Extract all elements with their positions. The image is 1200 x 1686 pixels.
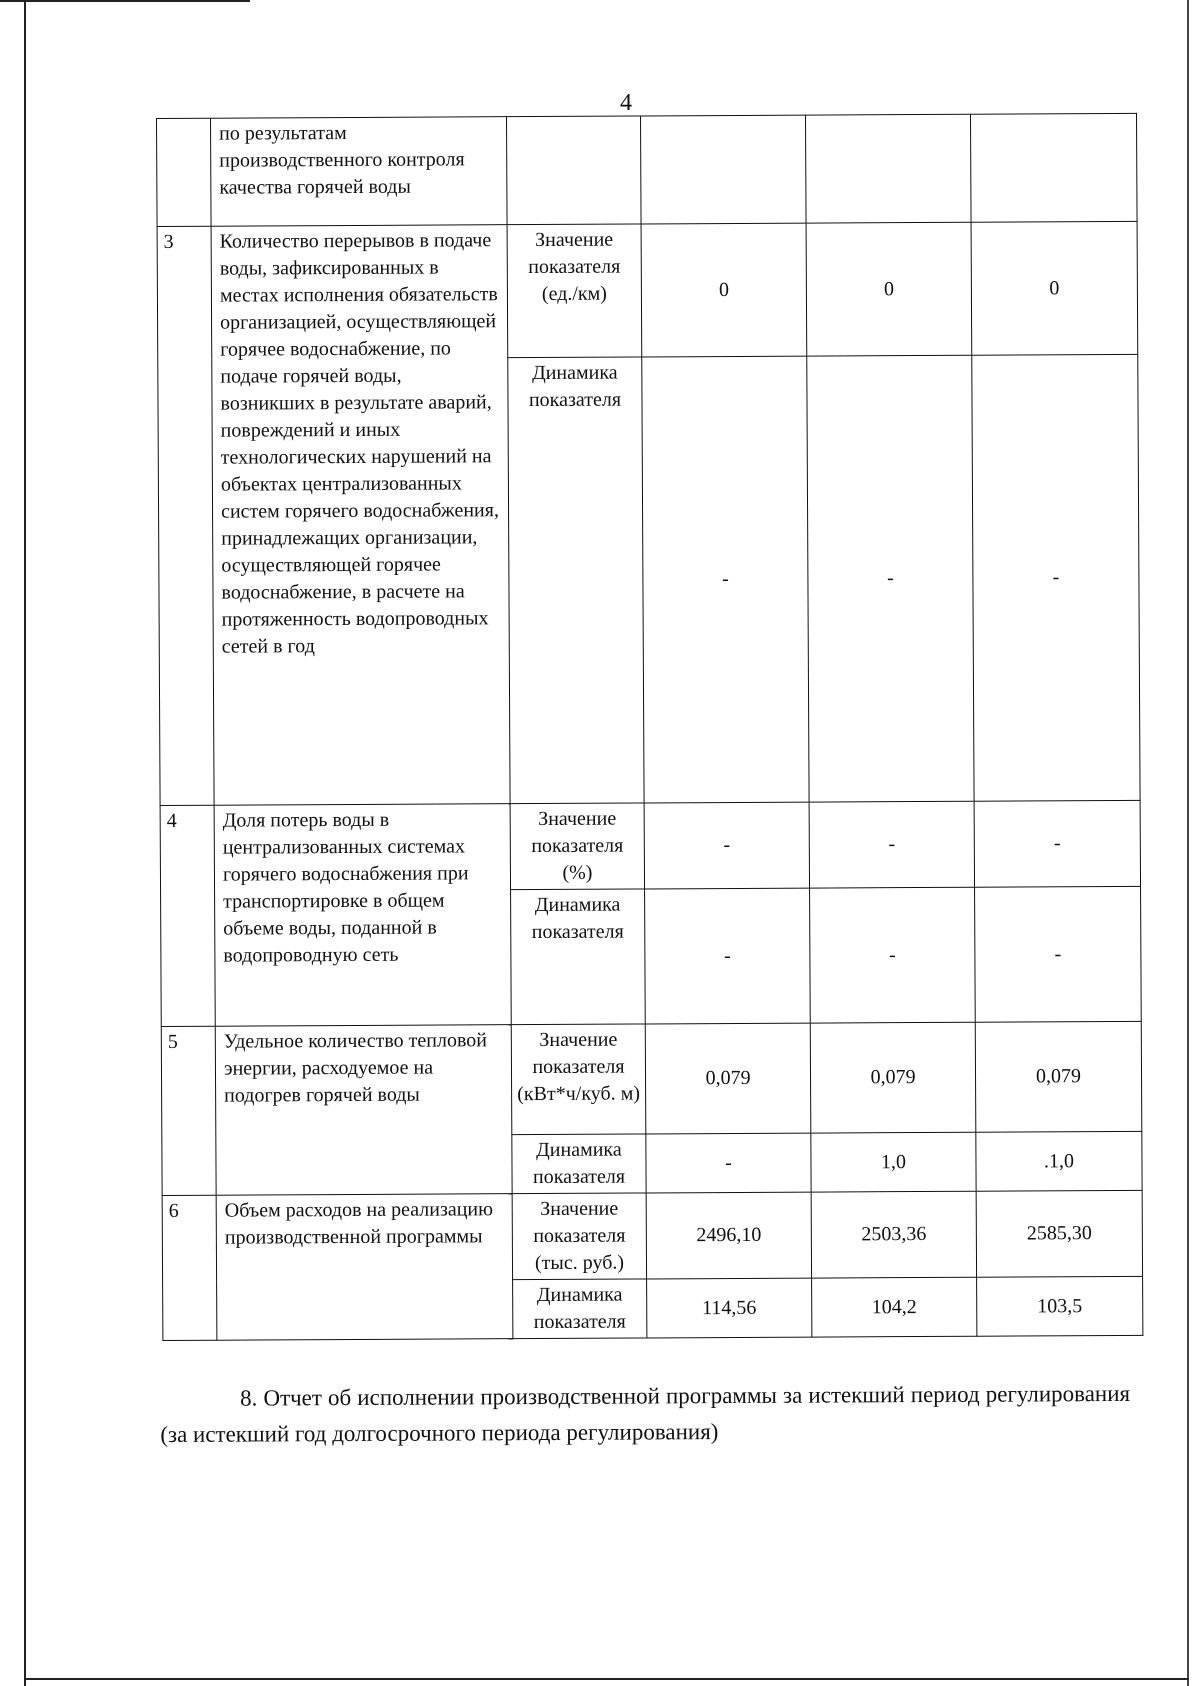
value-cell: - <box>644 802 809 889</box>
value-cell: 0,079 <box>975 1021 1142 1132</box>
value-cell: 2585,30 <box>976 1190 1142 1277</box>
value-cell: - <box>807 355 974 802</box>
indicator-unit: Значение показателя (ед./км) <box>507 224 642 358</box>
indicator-unit: Значение показателя (кВт*ч/куб. м) <box>511 1024 646 1135</box>
value-cell: 104,2 <box>812 1277 977 1337</box>
value-cell: 2496,10 <box>646 1192 811 1279</box>
indicator-name: Удельное количество тепловой энергии, расходуемое на подогрев горячей воды <box>215 1025 512 1196</box>
indicators-table <box>156 113 1143 1341</box>
indicator-unit: Динамика показателя <box>512 1134 646 1194</box>
scan-edge-bottom <box>24 1678 1189 1680</box>
row-number: 5 <box>161 1026 216 1195</box>
indicator-unit: Значение показателя (тыс. руб.) <box>512 1193 646 1280</box>
table-row <box>161 1021 1142 1136</box>
scan-edge-right <box>1187 0 1189 1686</box>
value-cell <box>970 113 1137 222</box>
value-cell: 114,56 <box>647 1278 812 1338</box>
table-row <box>160 800 1140 891</box>
value-cell: - <box>642 356 809 803</box>
value-cell: - <box>809 801 974 888</box>
value-cell: - <box>646 1133 811 1193</box>
table-row <box>157 221 1138 359</box>
indicator-unit: Динамика показателя <box>508 357 644 804</box>
scan-edge-top <box>0 0 250 2</box>
value-cell: 0 <box>971 221 1138 355</box>
value-cell: 0 <box>641 223 807 357</box>
indicator-unit: Динамика показателя <box>513 1279 647 1339</box>
value-cell: - <box>810 887 976 1023</box>
indicator-unit: Динамика показателя <box>511 889 646 1025</box>
value-cell: 2503,36 <box>811 1191 976 1278</box>
page-number: 4 <box>620 90 632 116</box>
value-cell: 1,0 <box>811 1132 976 1192</box>
scan-edge-left <box>24 0 26 1686</box>
value-cell <box>640 115 806 224</box>
indicator-name: по результатам производственного контроля качества горячей воды <box>211 117 508 227</box>
value-cell: 103,5 <box>977 1276 1143 1336</box>
value-cell: - <box>645 888 811 1024</box>
indicator-unit: Значение показателя (%) <box>510 803 644 890</box>
value-cell: - <box>972 354 1140 801</box>
table-row <box>157 113 1138 226</box>
section-heading: 8. Отчет об исполнении производственной программы за истекший период регулирования (за истекший год долгосрочного периода регулирования) <box>160 1380 1131 1447</box>
value-cell <box>805 114 971 223</box>
indicator-unit <box>506 116 641 225</box>
value-cell: 0 <box>806 222 972 356</box>
row-number: 4 <box>160 805 215 1026</box>
table-row <box>162 1190 1142 1281</box>
value-cell: - <box>975 886 1142 1022</box>
row-number: 6 <box>162 1195 217 1340</box>
indicator-name: Объем расходов на реализацию производственной программы <box>216 1194 513 1341</box>
indicator-name: Количество перерывов в подаче воды, зафиксированных в местах исполнения обязательств организацией, осуществляющей горячее водоснабжение, по подаче горячей воды, возникших в результате аварий, повреждений и иных технологических нарушений на объектах централизованных систем горячего водоснабжения, принадлежащих организации, осуществляющей горячее водоснабжение, в расчете на протяженность водопроводных сетей в год <box>211 225 510 806</box>
value-cell: - <box>974 800 1140 887</box>
value-cell: 0,079 <box>645 1023 811 1134</box>
row-number <box>157 118 212 226</box>
value-cell: 0,079 <box>810 1022 976 1133</box>
value-cell: .1,0 <box>976 1131 1142 1191</box>
row-number: 3 <box>157 226 214 805</box>
indicator-name: Доля потерь воды в централизованных системах горячего водоснабжения при транспортировке в общем объеме воды, поданной в водопроводную сеть <box>214 804 511 1027</box>
